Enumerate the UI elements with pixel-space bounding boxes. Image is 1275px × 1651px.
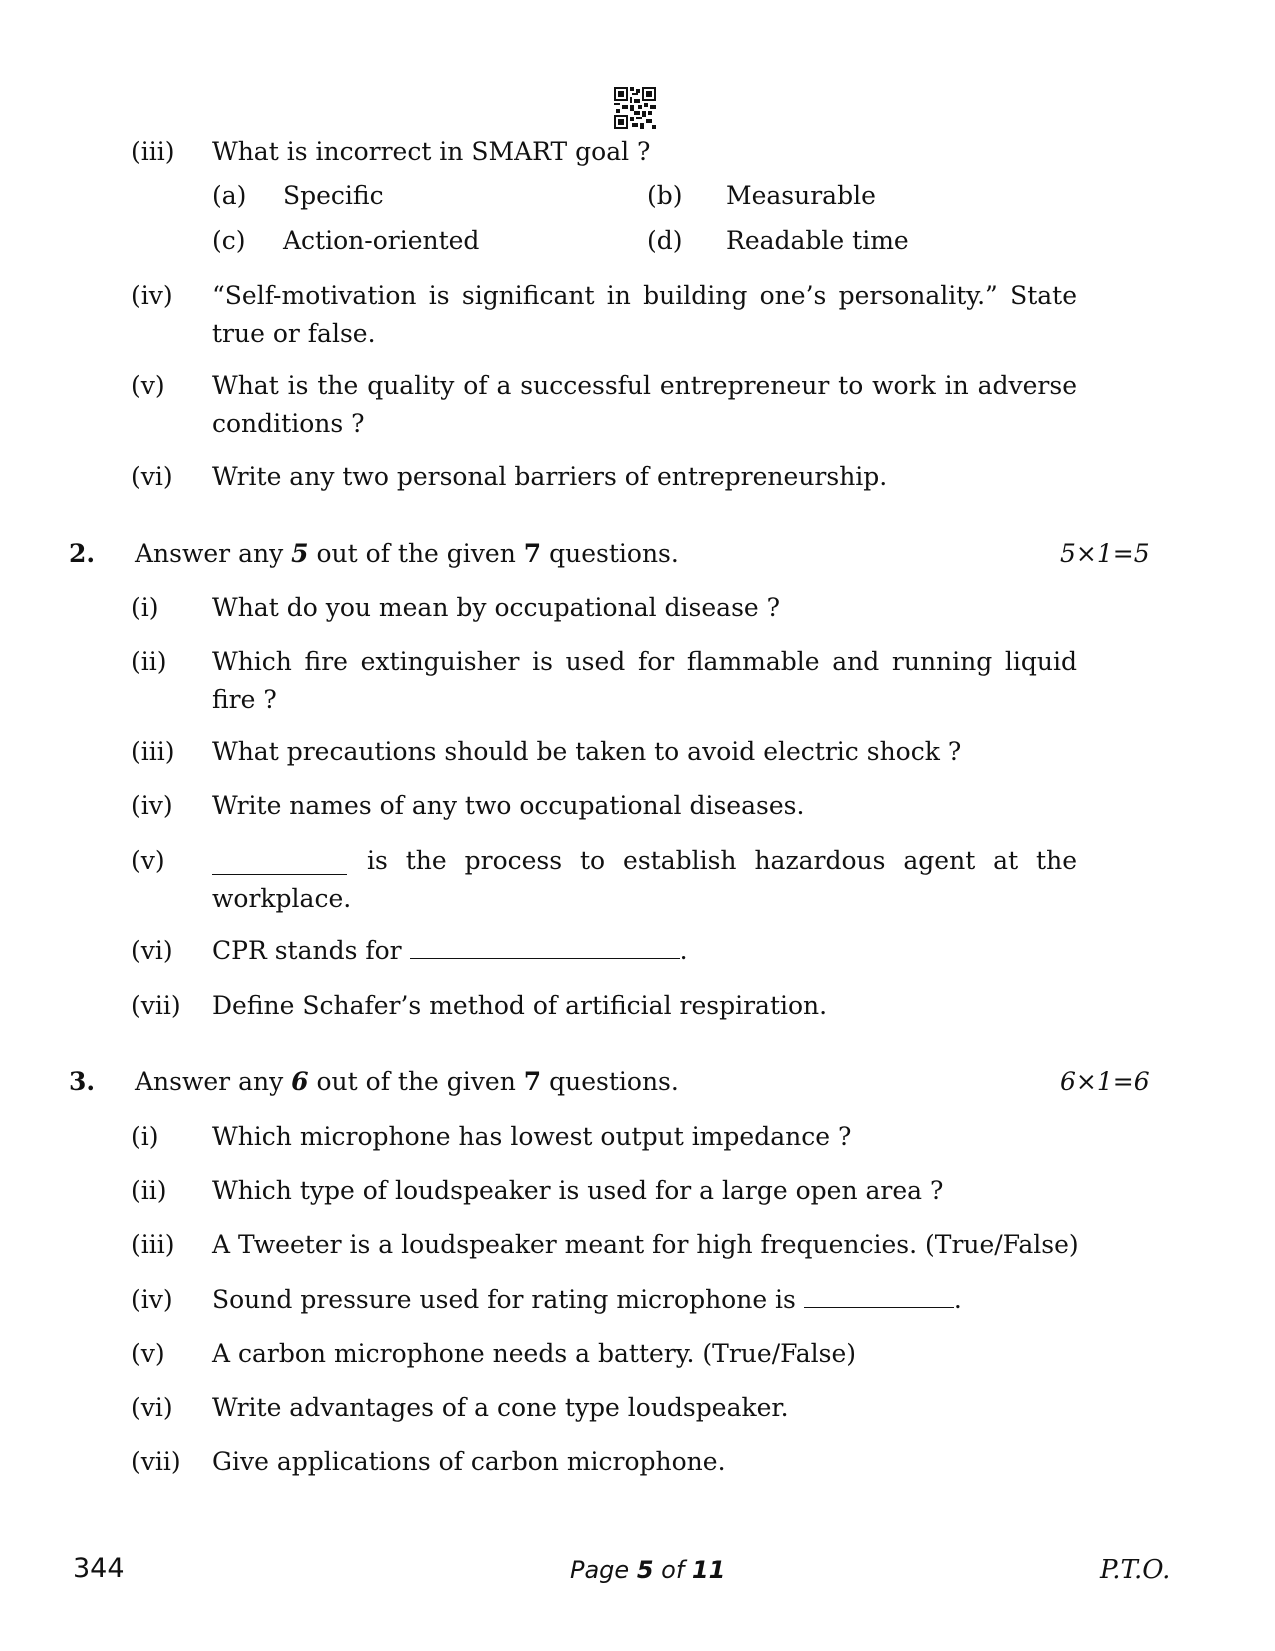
option-a-label: (a) (212, 181, 247, 210)
q3-item-vii-text: Give applications of carbon microphone. (212, 1447, 726, 1476)
q2-instruction: Answer any 5 out of the given 7 questions. (135, 539, 679, 568)
q3-item-v-number: (v) (131, 1339, 165, 1368)
option-d-label: (d) (647, 226, 683, 255)
option-c-text: Action-oriented (283, 226, 480, 255)
q1-item-iii-number: (iii) (131, 137, 175, 166)
q2-item-iii-text: What precautions should be taken to avoid electric shock ? (212, 737, 962, 766)
q2-item-vi-number: (vi) (131, 936, 173, 965)
q3-item-i-text: Which microphone has lowest output impedance ? (212, 1122, 852, 1151)
q2-item-iv-text: Write names of any two occupational diseases. (212, 791, 805, 820)
q2-item-iii-number: (iii) (131, 737, 175, 766)
q1-item-vi-text: Write any two personal barriers of entrepreneurship. (212, 462, 888, 491)
q2-item-v-text: is the process to establish hazardous agent at the workplace. (212, 846, 1077, 913)
q1-item-vi-number: (vi) (131, 462, 173, 491)
q2-item-iv-number: (iv) (131, 791, 173, 820)
q3-marks: 6×1=6 (1060, 1067, 1150, 1096)
q3-item-iii-number: (iii) (131, 1230, 175, 1259)
option-a-text: Specific (283, 181, 384, 210)
q1-item-v-text: What is the quality of a successful entrepreneur to work in adverse conditions ? (212, 371, 1077, 438)
option-c-label: (c) (212, 226, 246, 255)
qr-code-icon (614, 87, 656, 129)
q2-item-ii-text: Which fire extinguisher is used for flammable and running liquid fire ? (212, 647, 1077, 714)
q3-item-i-number: (i) (131, 1122, 159, 1151)
option-b-label: (b) (647, 181, 683, 210)
q2-number: 2. (69, 539, 96, 568)
q3-item-iii-text: A Tweeter is a loudspeaker meant for high frequencies. (True/False) (212, 1230, 1079, 1259)
q1-item-iv-text: “Self-motivation is significant in building one’s personality.” State true or false. (212, 281, 1077, 348)
q1-item-v-number: (v) (131, 371, 165, 400)
q2-item-ii-number: (ii) (131, 647, 167, 676)
q3-item-iv-text: Sound pressure used for rating microphone is . (212, 1285, 962, 1314)
q3-item-iv-number: (iv) (131, 1285, 173, 1314)
option-b-text: Measurable (726, 181, 876, 210)
q2-marks: 5×1=5 (1060, 539, 1150, 568)
q1-item-iii-text: What is incorrect in SMART goal ? (212, 137, 651, 166)
q3-item-ii-text: Which type of loudspeaker is used for a large open area ? (212, 1176, 944, 1205)
fill-in-blank (212, 852, 347, 875)
q3-item-v-text: A carbon microphone needs a battery. (True/False) (212, 1339, 857, 1368)
q2-item-vii-number: (vii) (131, 991, 181, 1020)
option-d-text: Readable time (726, 226, 909, 255)
fill-in-blank (410, 936, 680, 959)
q1-item-iv-number: (iv) (131, 281, 173, 310)
q3-item-vi-number: (vi) (131, 1393, 173, 1422)
q3-item-vi-text: Write advantages of a cone type loudspeaker. (212, 1393, 789, 1422)
pto-label: P.T.O. (1100, 1555, 1171, 1585)
q3-item-vii-number: (vii) (131, 1447, 181, 1476)
q2-item-vi-text: CPR stands for . (212, 936, 688, 965)
q2-item-i-text: What do you mean by occupational disease ? (212, 593, 781, 622)
q3-instruction: Answer any 6 out of the given 7 questions. (135, 1067, 679, 1096)
q2-item-vii-text: Define Schafer’s method of artificial respiration. (212, 991, 828, 1020)
q2-item-v-number: (v) (131, 846, 165, 875)
q3-number: 3. (69, 1067, 96, 1096)
paper-code: 344 (73, 1553, 125, 1584)
q2-item-i-number: (i) (131, 593, 159, 622)
fill-in-blank (804, 1285, 954, 1308)
page-number: Page 5 of 11 (570, 1556, 726, 1584)
q3-item-ii-number: (ii) (131, 1176, 167, 1205)
